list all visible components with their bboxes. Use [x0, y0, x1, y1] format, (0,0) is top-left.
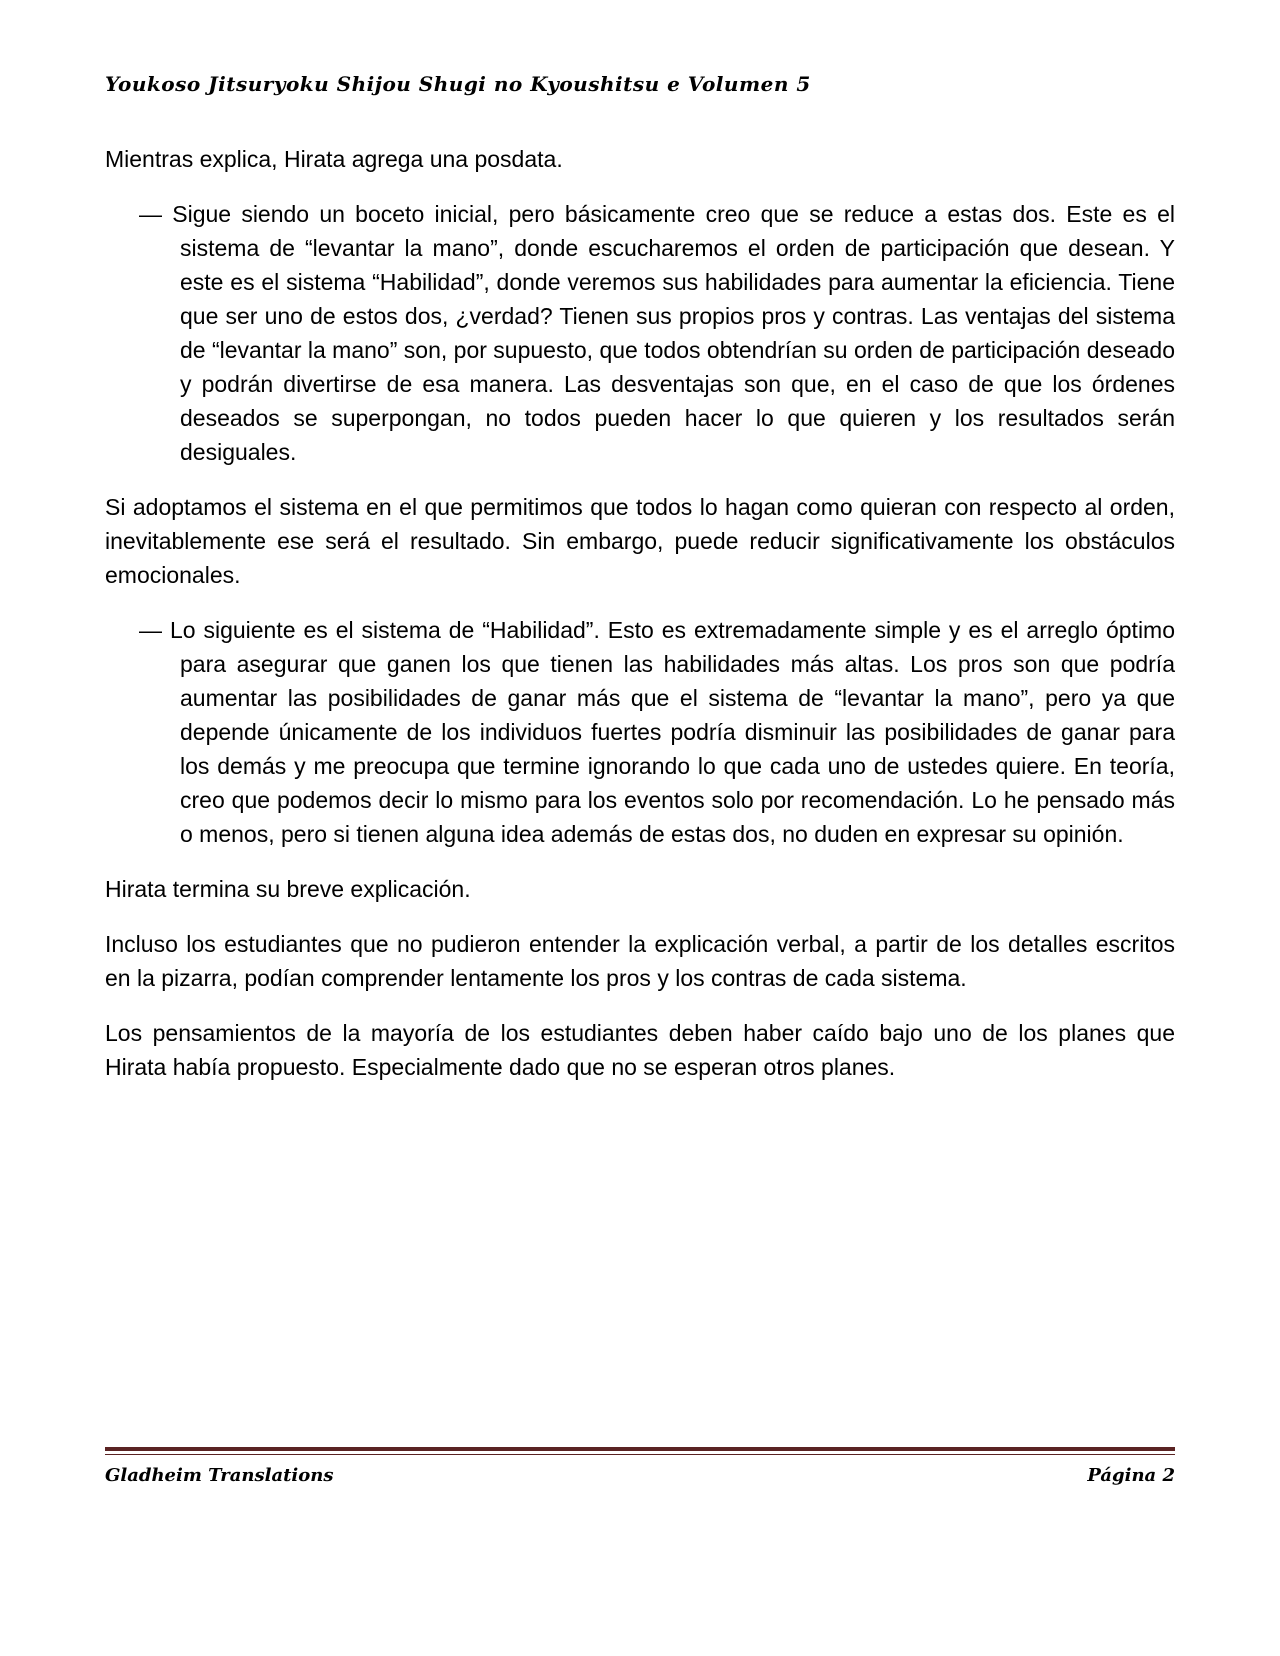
page-header-title: Youkoso Jitsuryoku Shijou Shugi no Kyoushitsu e Volumen 5 [105, 72, 811, 96]
dialogue-paragraph: — Sigue siendo un boceto inicial, pero básicamente creo que se reduce a estas dos. Este es el sistema de “levantar la mano”, donde escucharemos el orden de participación que desean. Y este es el sistema “Habilidad”, donde veremos sus habilidades para aumentar la eficiencia. Tiene que ser uno de estos dos, ¿verdad? Tienen sus propios pros y contras. Las ventajas del sistema de “levantar la mano” son, por supuesto, que todos obtendrían su orden de participación deseado y podrán divertirse de esa manera. Las desventajas son que, en el caso de que los órdenes deseados se superpongan, no todos pueden hacer lo que quieren y los resultados serán desiguales. [139, 201, 1175, 465]
paragraph: Los pensamientos de la mayoría de los estudiantes deben haber caído bajo uno de los planes que Hirata había propuesto. Especialmente dado que no se esperan otros planes. [105, 1020, 1175, 1080]
paragraph: Mientras explica, Hirata agrega una posdata. [105, 146, 563, 172]
footer-page-number: Página 2 [1087, 1465, 1175, 1486]
page-content [105, 72, 1175, 1105]
paragraph: Incluso los estudiantes que no pudieron entender la explicación verbal, a partir de los detalles escritos en la pizarra, podían comprender lentamente los pros y los contras de cada sistema. [105, 931, 1175, 991]
dialogue-paragraph: — Lo siguiente es el sistema de “Habilidad”. Esto es extremadamente simple y es el arreglo óptimo para asegurar que ganen los que tienen las habilidades más altas. Los pros son que podría aumentar las posibilidades de ganar más que el sistema de “levantar la mano”, pero ya que depende únicamente de los individuos fuertes podría disminuir las posibilidades de ganar para los demás y me preocupa que termine ignorando lo que cada uno de ustedes quiere. En teoría, creo que podemos decir lo mismo para los eventos solo por recomendación. Lo he pensado más o menos, pero si tienen alguna idea además de estas dos, no duden en expresar su opinión. [139, 617, 1175, 847]
page-footer [105, 1447, 1175, 1486]
footer-translator-credit: Gladheim Translations [105, 1465, 334, 1486]
paragraph: Si adoptamos el sistema en el que permitimos que todos lo hagan como quieran con respecto al orden, inevitablemente ese será el resultado. Sin embargo, puede reducir significativamente los obstáculos emocionales. [105, 494, 1175, 588]
paragraph: Hirata termina su breve explicación. [105, 876, 471, 902]
footer-divider [105, 1447, 1175, 1455]
